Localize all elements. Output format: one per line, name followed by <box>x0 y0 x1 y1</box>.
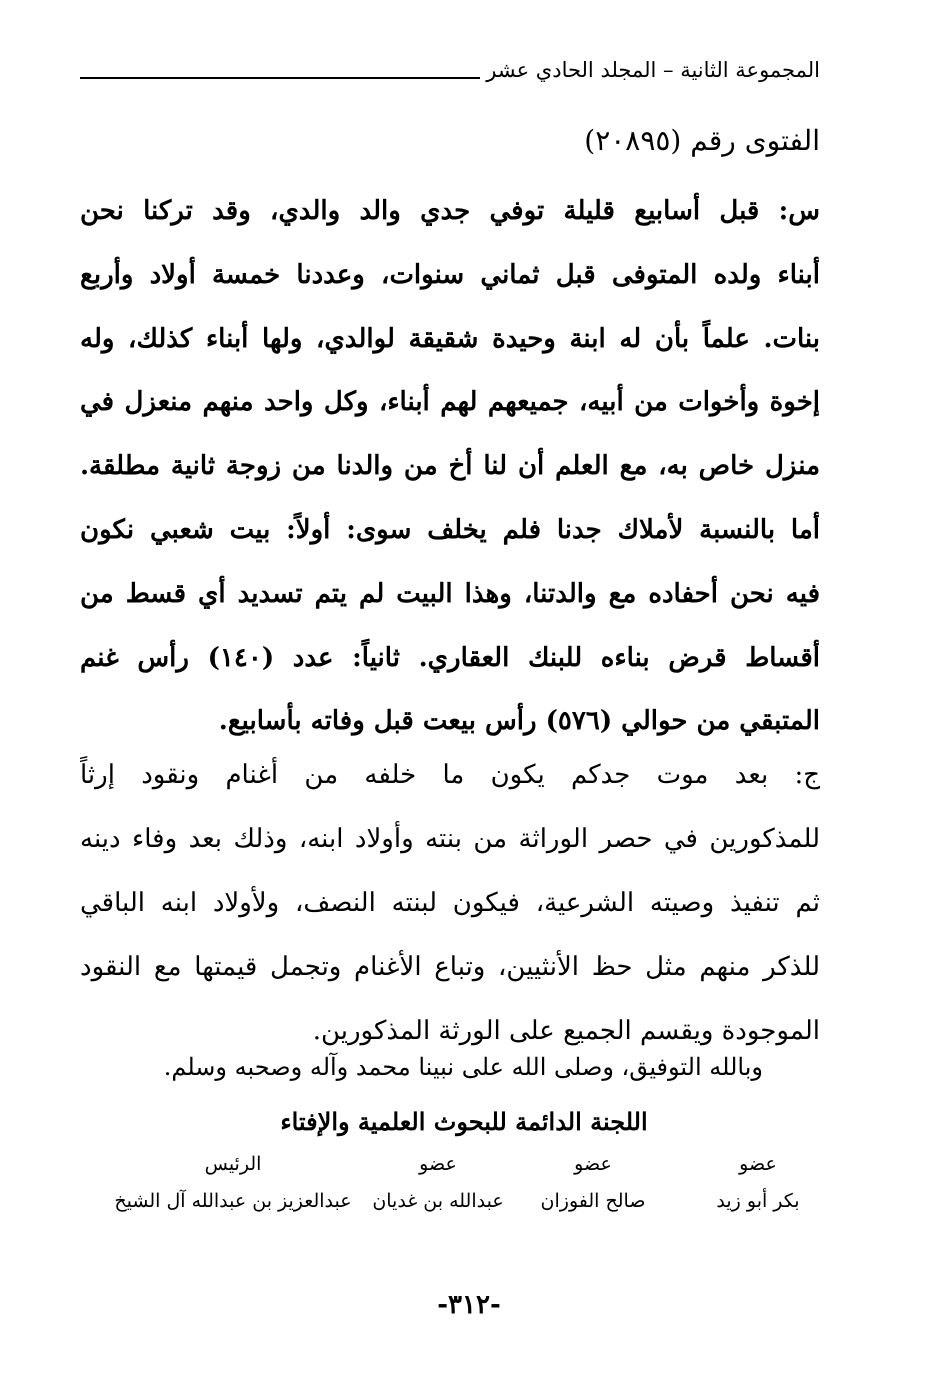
question-line: أقساط قرض بناءه للبنك العقاري. ثانياً: عدد (١٤٠) رأس غنم <box>80 642 820 673</box>
answer-line: ج: بعد موت جدكم يكون ما خلفه من أغنام ونقود إرثاً <box>80 760 820 790</box>
closing-prayer: وبالله التوفيق، وصلى الله على نبينا محمد وآله وصحبه وسلم. <box>163 1053 763 1081</box>
signatory-member-3 <box>363 1152 513 1213</box>
question-line: بنات. علماً بأن له ابنة وحيدة شقيقة لوالدي، ولها أبناء كذلك، وله <box>80 323 820 354</box>
question-line: فيه نحن أحفاده مع والدتنا، وهذا البيت لم يتم تسديد أي قسط من <box>80 578 820 609</box>
signatory-president <box>113 1152 353 1213</box>
answer-line: الموجودة ويقسم الجميع على الورثة المذكورين. <box>312 1016 820 1046</box>
header-rule <box>80 77 480 79</box>
page-number: -٣١٢- <box>437 1290 501 1320</box>
running-header <box>80 60 820 83</box>
question-line: س: قبل أسابيع قليلة توفي جدي والد والدي، وقد تركنا نحن <box>80 196 820 226</box>
signatory-role: عضو <box>419 1153 457 1175</box>
question-paragraph <box>80 180 820 754</box>
signatory-role: الرئيس <box>204 1153 262 1175</box>
signatory-member-2 <box>528 1152 658 1213</box>
running-title: المجموعة الثانية – المجلد الحادي عشر <box>486 58 820 82</box>
committee-title-row <box>0 1106 938 1137</box>
signatory-name: عبدالله بن غديان <box>372 1189 504 1212</box>
signatory-member-1 <box>703 1152 813 1213</box>
signatory-role: عضو <box>739 1153 777 1175</box>
fatwa-number: الفتوى رقم (٢٠٨٩٥) <box>584 124 820 157</box>
question-line: إخوة وأخوات من أبيه، جميعهم لهم أبناء، وكل واحد منهم منعزل في <box>80 387 820 418</box>
signatory-role: عضو <box>574 1153 612 1175</box>
answer-line: للذكر منهم مثل حظ الأنثيين، وتباع الأغنام وتجمل قيمتها مع النقود <box>80 952 820 982</box>
signatory-name: عبدالعزيز بن عبدالله آل الشيخ <box>114 1189 352 1212</box>
question-line: منزل خاص به، مع العلم أن لنا أخ من والدنا من زوجة ثانية مطلقة. <box>80 451 820 482</box>
signatory-name: بكر أبو زيد <box>716 1189 800 1212</box>
answer-line: ثم تنفيذ وصيته الشرعية، فيكون لبنته النصف، ولأولاد ابنه الباقي <box>80 888 820 918</box>
committee-title: اللجنة الدائمة للبحوث العلمية والإفتاء <box>280 1107 648 1136</box>
answer-line: للمذكورين في حصر الوراثة من بنته وأولاد ابنه، وذلك بعد وفاء دينه <box>80 824 820 854</box>
signatory-name: صالح الفوزان <box>540 1189 646 1212</box>
question-line: أبناء ولده المتوفى قبل ثماني سنوات، وعددنا خمسة أولاد وأربع <box>80 259 820 290</box>
answer-paragraph <box>80 743 820 1063</box>
question-line: المتبقي من حوالي (٥٧٦) رأس بيعت قبل وفاته بأسابيع. <box>218 706 820 737</box>
question-line: أما بالنسبة لأملاك جدنا فلم يخلف سوى: أولاً: بيت شعبي نكون <box>80 514 820 545</box>
